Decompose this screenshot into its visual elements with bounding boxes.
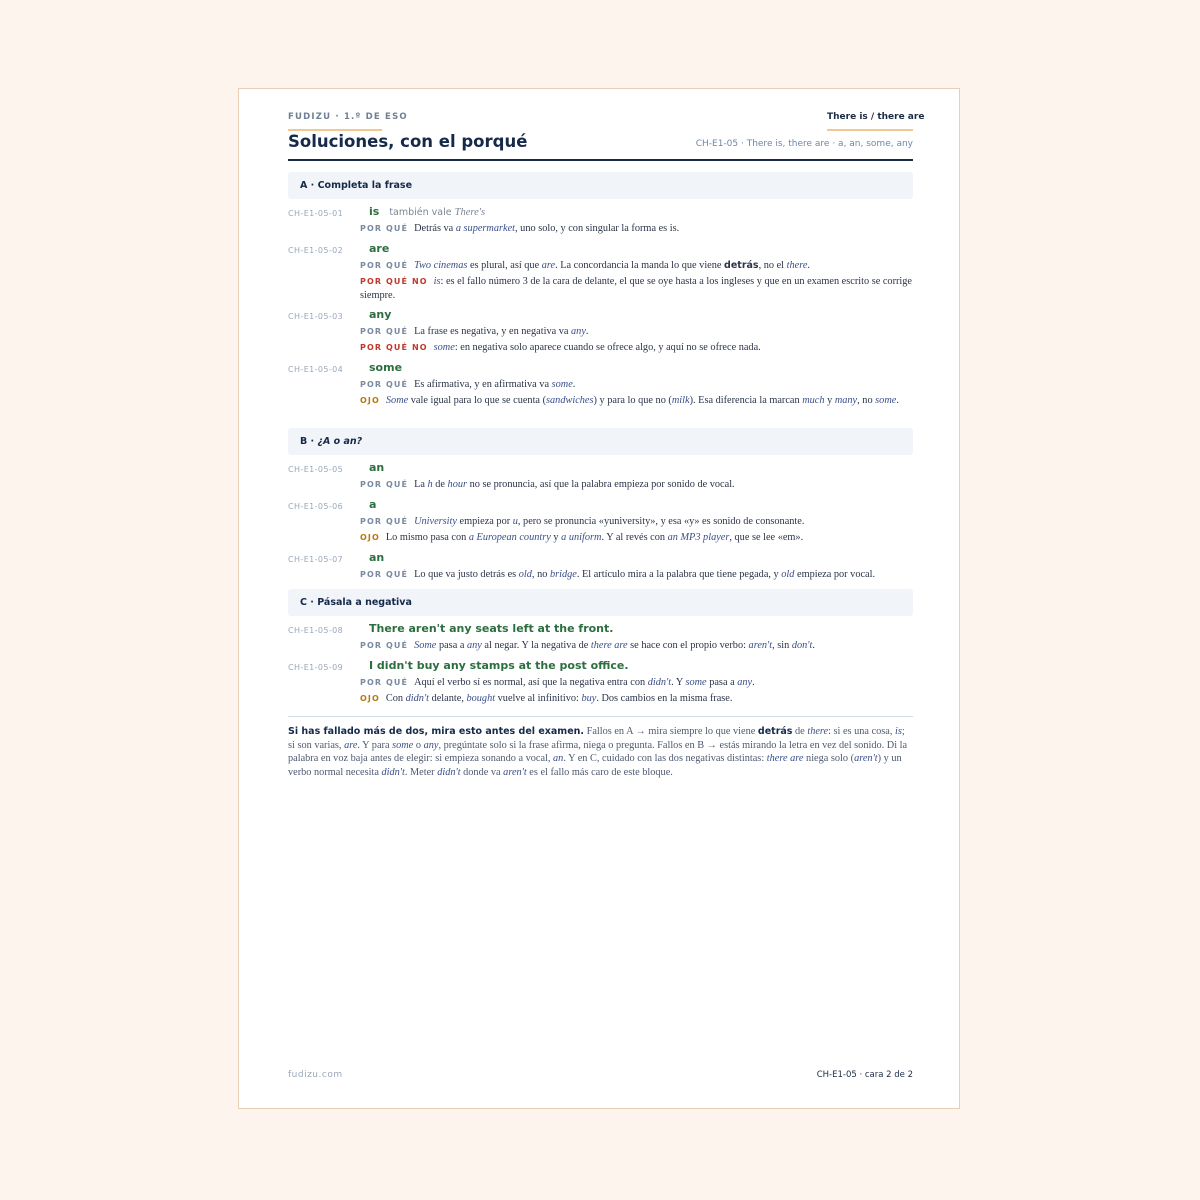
site-url: fudizu.com bbox=[288, 1070, 343, 1080]
answer: a bbox=[369, 498, 377, 511]
exercise-id: CH-E1-05-01 bbox=[288, 209, 344, 218]
exercise-id: CH-E1-05-04 bbox=[288, 365, 344, 374]
exercise-id: CH-E1-05-09 bbox=[288, 663, 344, 672]
explanation-ojo: OJO Con didn't delante, bought vuelve al infinitivo: buy. Dos cambios en la misma frase. bbox=[360, 693, 733, 704]
topic-label: There is / there are bbox=[827, 112, 913, 131]
page-counter: CH-E1-05 · cara 2 de 2 bbox=[816, 1070, 913, 1080]
answer: I didn't buy any stamps at the post office. bbox=[369, 659, 629, 672]
explanation-why: POR QUÉ Lo que va justo detrás es old, no bridge. El artículo mira a la palabra que tiene pegada, y old empieza por vocal. bbox=[360, 569, 876, 580]
exercise-id: CH-E1-05-05 bbox=[288, 465, 344, 474]
worksheet-page bbox=[238, 88, 960, 1109]
section-b-header: B · ¿A o an? bbox=[288, 428, 913, 455]
answer: an bbox=[369, 461, 385, 474]
explanation-ojo: OJO Lo mismo pasa con a European country y a uniform. Y al revés con an MP3 player, que se lee «em». bbox=[360, 532, 804, 543]
explanation-why: POR QUÉ Some pasa a any al negar. Y la negativa de there are se hace con el propio verbo: aren't, sin don't. bbox=[360, 640, 815, 651]
section-c-header: C · Pásala a negativa bbox=[288, 589, 913, 616]
explanation-why: POR QUÉ University empieza por u, pero se pronuncia «yuniversity», y esa «y» es sonido de consonante. bbox=[360, 516, 805, 527]
explanation-why: POR QUÉ Aquí el verbo sí es normal, así que la negativa entra con didn't. Y some pasa a any. bbox=[360, 677, 755, 688]
answer: are bbox=[369, 242, 390, 255]
review-summary: Si has fallado más de dos, mira esto antes del examen. Fallos en A → mira siempre lo que viene detrás de there: si es una cosa, is; si son varias, are. Y para some o any, pregúntate solo si la frase afirma, niega o pregunta. Fallos en B → estás mirando la letra en vez del sonido. Di la palabra en voz baja antes de elegir: si empieza sonando a vocal, an. Y en C, cuidado con las dos negativas distintas: there are niega solo (aren't) y un verbo normal necesita didn't. Meter didn't donde va aren't es el fallo más caro de este bloque. bbox=[288, 726, 908, 778]
explanation-why: POR QUÉ La frase es negativa, y en negativa va any. bbox=[360, 326, 589, 337]
explanation-why: POR QUÉ Two cinemas es plural, así que are. La concordancia la manda lo que viene detrás, no el there. bbox=[360, 260, 810, 271]
page-title: Soluciones, con el porqué bbox=[288, 132, 528, 151]
exercise-id: CH-E1-05-07 bbox=[288, 555, 344, 564]
answer: any bbox=[369, 308, 392, 321]
exercise-id: CH-E1-05-08 bbox=[288, 626, 344, 635]
summary-divider bbox=[288, 716, 913, 717]
worksheet-code: CH-E1-05 · There is, there are · a, an, some, any bbox=[695, 139, 913, 149]
explanation-why: POR QUÉ La h de hour no se pronuncia, así que la palabra empieza por sonido de vocal. bbox=[360, 479, 735, 490]
explanation-why-not: POR QUÉ NO is: es el fallo número 3 de la cara de delante, el que se oye hasta a los ingleses y que en un examen escrito se corrige siempre. bbox=[360, 276, 913, 301]
title-divider bbox=[288, 159, 913, 161]
answer: some bbox=[369, 361, 403, 374]
exercise-id: CH-E1-05-03 bbox=[288, 312, 344, 321]
alternative-answer: también vale There's bbox=[389, 207, 486, 218]
explanation-ojo: OJO Some vale igual para lo que se cuenta (sandwiches) y para lo que no (milk). Esa diferencia la marcan much y many, no some. bbox=[360, 395, 899, 406]
answer: an bbox=[369, 551, 385, 564]
explanation-why-not: POR QUÉ NO some: en negativa solo aparece cuando se ofrece algo, y aquí no se ofrece nada. bbox=[360, 342, 761, 353]
explanation-why: POR QUÉ Es afirmativa, y en afirmativa va some. bbox=[360, 379, 576, 390]
answer: is también vale There's bbox=[369, 205, 486, 218]
brand-label: FUDIZU · 1.º DE ESO bbox=[288, 112, 382, 131]
section-a-header: A · Completa la frase bbox=[288, 172, 913, 199]
exercise-id: CH-E1-05-02 bbox=[288, 246, 344, 255]
exercise-id: CH-E1-05-06 bbox=[288, 502, 344, 511]
explanation-why: POR QUÉ Detrás va a supermarket, uno solo, y con singular la forma es is. bbox=[360, 223, 680, 234]
answer: There aren't any seats left at the front. bbox=[369, 622, 614, 635]
